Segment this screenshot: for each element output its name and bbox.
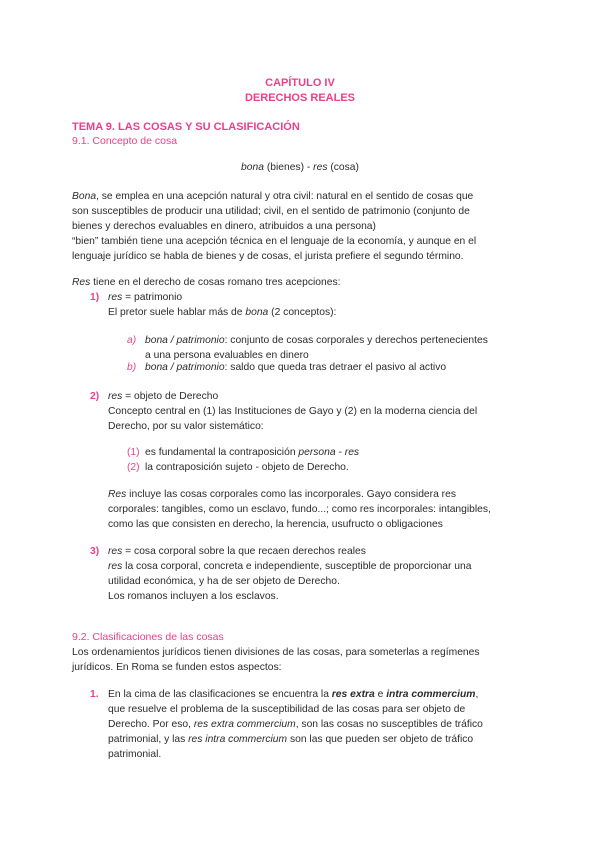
classification-1-line-4a: patrimonial, y las <box>108 734 189 745</box>
res-intra-commercium: res intra commercium <box>188 734 288 745</box>
bona-line-2: son susceptibles de producir una utilidad; civil, en el sentido de patrimonio (conjunto de <box>72 206 470 217</box>
bona-line-1: , se emplea en una acepción natural y otra civil: natural en el sentido de cosas que <box>96 191 474 202</box>
item-2-res: res <box>108 391 123 402</box>
res-term: res <box>313 162 328 173</box>
res-extra-commercium: res extra commercium <box>193 719 296 730</box>
item-2-sub-2-marker: (2) <box>127 462 140 473</box>
classification-1-line-3a: Derecho. Por eso, <box>108 719 194 730</box>
comma: , <box>475 689 479 700</box>
classification-1-line-5: patrimonial. <box>108 749 162 760</box>
section-92-line-1: Los ordenamientos jurídicos tienen divisiones de las cosas, para someterlas a regímenes <box>72 647 480 658</box>
item-2-line-2: Concepto central en (1) las Instituciones de Gayo y (2) en la moderna ciencia del <box>108 406 478 417</box>
item-1-res: res <box>108 292 123 303</box>
res-word: Res <box>72 277 91 288</box>
item-3-def: = cosa corporal sobre la que recaen derechos reales <box>122 546 366 557</box>
item-1b-body <box>145 360 446 375</box>
item-1-def: = patrimonio <box>122 292 183 303</box>
persona-res-dash: - <box>335 447 345 458</box>
bienes-text: (bienes) - <box>263 162 314 173</box>
bona-line-4: “bien” también tiene una acepción técnica en el lenguaje de la economía, y aunque en el <box>72 236 477 247</box>
classification-1-line-2: que resuelve el problema de la susceptibilidad de las cosas para ser objeto de <box>108 704 466 715</box>
paragraph-res-acepciones <box>72 275 340 290</box>
classification-1-body <box>108 687 483 762</box>
paragraph-bona <box>72 189 476 264</box>
item-1a-line-1: : conjunto de cosas corporales y derechos pertenecientes <box>224 335 488 346</box>
section-92-paragraph <box>72 645 480 675</box>
item-2-paragraph-line-3: como las que consisten en derecho, la herencia, usufructo o obligaciones <box>108 519 443 530</box>
item-1b-term: bona / patrimonio <box>145 362 225 373</box>
chapter-label: CAPÍTULO IV <box>265 77 335 89</box>
item-2-number: 2) <box>90 391 100 402</box>
res-term-2: res <box>344 447 360 458</box>
item-2-sub-1-marker: (1) <box>127 447 140 458</box>
item-1a-term: bona / patrimonio <box>145 335 225 346</box>
bona-term: bona <box>241 162 264 173</box>
classification-1-line-1a: En la cima de las clasificaciones se encuentra la <box>108 689 332 700</box>
item-1a-marker: a) <box>127 335 137 346</box>
item-2-line-3: Derecho, por su valor sistemático: <box>108 421 264 432</box>
bona-word: Bona <box>72 191 97 202</box>
item-1-line-2a: El pretor suele hablar más de <box>108 307 246 318</box>
item-2-paragraph-res: Res <box>108 489 127 500</box>
item-2-sub-2-text: la contraposición sujeto - objeto de Derecho. <box>145 462 349 473</box>
res-extra-term: res extra <box>331 689 375 700</box>
item-1-bona: bona <box>245 307 269 318</box>
item-3-res-2: res <box>108 561 123 572</box>
tema-heading: TEMA 9. LAS COSAS Y SU CLASIFICACIÓN <box>72 121 300 133</box>
item-2-body <box>108 389 477 434</box>
item-1a-line-2: a una persona evaluables en dinero <box>145 350 309 361</box>
section-92-heading: 9.2. Clasificaciones de las cosas <box>72 631 224 643</box>
item-3-res: res <box>108 546 123 557</box>
item-1-body <box>108 290 336 320</box>
item-2-paragraph-line-2: corporales: tangibles, como un esclavo, fundo...; como res incorporales: intangibles, <box>108 504 491 515</box>
chapter-title: DERECHOS REALES <box>244 92 356 104</box>
section-92-line-2: jurídicos. En Roma se funden estos aspectos: <box>72 662 282 673</box>
classification-1-line-4b: son las que pueden ser objeto de tráfico <box>287 734 474 745</box>
item-2-sub-1-text: es fundamental la contraposición <box>145 447 299 458</box>
res-acepciones-text: tiene en el derecho de cosas romano tres acepciones: <box>90 277 341 288</box>
item-2-sub-1-body <box>145 445 359 460</box>
item-3-line-4: Los romanos incluyen a los esclavos. <box>108 591 279 602</box>
item-1b-line-1: : saldo que queda tras detraer el pasivo al activo <box>224 362 447 373</box>
item-3-line-3: utilidad económica, y ha de ser objeto de Derecho. <box>108 576 340 587</box>
classification-1-line-3b: , son las cosas no susceptibles de tráfico <box>295 719 483 730</box>
item-2-paragraph <box>108 487 491 532</box>
persona-term: persona <box>298 447 336 458</box>
item-1a-body <box>145 333 488 363</box>
item-1-number: 1) <box>90 292 100 303</box>
section-91-heading: 9.1. Concepto de cosa <box>72 135 178 147</box>
item-3-line-2: la cosa corporal, concreta e independiente, susceptible de proporcionar una <box>122 561 472 572</box>
conjunction-e: e <box>374 689 387 700</box>
bona-line-3: bienes y derechos evaluables en dinero, atribuidos a una persona) <box>72 221 376 232</box>
cosa-text: (cosa) <box>327 162 359 173</box>
item-1b-marker: b) <box>127 362 137 373</box>
item-2-paragraph-line-1: incluye las cosas corporales como las incorporales. Gayo considera res <box>126 489 456 500</box>
item-3-number: 3) <box>90 546 100 557</box>
classification-1-number: 1. <box>90 689 99 700</box>
item-3-body <box>108 544 472 604</box>
bona-res-line <box>0 160 600 175</box>
item-1-line-2b: (2 conceptos): <box>268 307 337 318</box>
intra-commercium-term: intra commercium <box>386 689 476 700</box>
bona-line-5: lenguaje jurídico se habla de bienes y de cosas, el jurista prefiere el segundo término. <box>72 251 464 262</box>
item-2-def: = objeto de Derecho <box>122 391 219 402</box>
